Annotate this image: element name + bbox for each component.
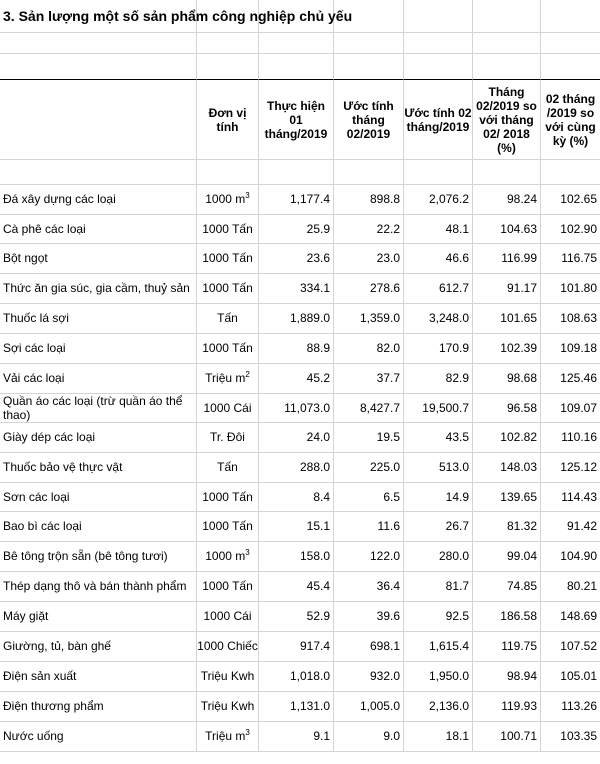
table-row — [0, 602, 600, 632]
feb-yoy-pct[interactable]: 102.82 — [473, 423, 541, 453]
table-row — [0, 423, 600, 453]
jan-value[interactable]: 24.0 — [259, 423, 334, 453]
two-month-value[interactable]: 2,076.2 — [404, 185, 473, 215]
header-two-month-est[interactable]: Ước tính 02 tháng/2019 — [404, 80, 473, 160]
product-name[interactable]: Đá xây dựng các loại — [0, 185, 197, 215]
product-name[interactable]: Cà phê các loại — [0, 215, 197, 244]
two-month-value[interactable]: 3,248.0 — [404, 304, 473, 334]
feb-yoy-pct[interactable]: 119.93 — [473, 692, 541, 722]
feb-value[interactable]: 22.2 — [334, 215, 404, 244]
unit-cell[interactable]: Tr. Đôi — [197, 423, 259, 453]
feb-yoy-pct[interactable]: 186.58 — [473, 602, 541, 632]
jan-value[interactable]: 1,018.0 — [259, 662, 334, 692]
jan-value[interactable]: 11,073.0 — [259, 394, 334, 423]
feb-yoy-pct[interactable]: 100.71 — [473, 722, 541, 752]
table-row — [0, 722, 600, 752]
feb-yoy-pct[interactable]: 101.65 — [473, 304, 541, 334]
feb-yoy-pct[interactable]: 98.94 — [473, 662, 541, 692]
jan-value[interactable]: 15.1 — [259, 512, 334, 542]
spacer-row — [0, 54, 600, 80]
two-month-value[interactable]: 280.0 — [404, 542, 473, 572]
header-jan[interactable]: Thực hiện 01 tháng/2019 — [259, 80, 334, 160]
product-name[interactable]: Thuốc bảo vệ thực vật — [0, 453, 197, 483]
table-row — [0, 244, 600, 274]
jan-value[interactable]: 917.4 — [259, 632, 334, 662]
two-month-yoy-pct[interactable]: 148.69 — [541, 602, 600, 632]
jan-value[interactable]: 45.2 — [259, 364, 334, 394]
table-row — [0, 394, 600, 423]
product-name[interactable]: Nước uống — [0, 722, 197, 752]
unit-cell[interactable]: Tấn — [197, 304, 259, 334]
two-month-value[interactable]: 1,615.4 — [404, 632, 473, 662]
jan-value[interactable]: 88.9 — [259, 334, 334, 364]
unit-cell[interactable]: 1000 Tấn — [197, 334, 259, 364]
two-month-value[interactable]: 43.5 — [404, 423, 473, 453]
product-name[interactable]: Sợi các loại — [0, 334, 197, 364]
table-row — [0, 304, 600, 334]
two-month-value[interactable]: 2,136.0 — [404, 692, 473, 722]
two-month-value[interactable]: 19,500.7 — [404, 394, 473, 423]
jan-value[interactable]: 23.6 — [259, 244, 334, 274]
product-name[interactable]: Vải các loại — [0, 364, 197, 394]
feb-yoy-pct[interactable]: 139.65 — [473, 483, 541, 512]
two-month-yoy-pct[interactable]: 102.65 — [541, 185, 600, 215]
jan-value[interactable]: 158.0 — [259, 542, 334, 572]
two-month-yoy-pct[interactable]: 91.42 — [541, 512, 600, 542]
jan-value[interactable]: 334.1 — [259, 274, 334, 304]
table-row — [0, 542, 600, 572]
spacer-row — [0, 33, 600, 54]
unit-cell[interactable]: Triệu Kwh — [197, 662, 259, 692]
two-month-value[interactable]: 612.7 — [404, 274, 473, 304]
product-name[interactable]: Bột ngọt — [0, 244, 197, 274]
table-row — [0, 185, 600, 215]
two-month-value[interactable]: 14.9 — [404, 483, 473, 512]
table-row — [0, 334, 600, 364]
two-month-yoy-pct[interactable]: 116.75 — [541, 244, 600, 274]
title-cell[interactable] — [0, 0, 353, 33]
product-name[interactable]: Bê tông trộn sẵn (bê tông tươi) — [0, 542, 197, 572]
table-row — [0, 453, 600, 483]
header-feb-est[interactable]: Ước tính tháng 02/2019 — [334, 80, 404, 160]
feb-yoy-pct[interactable]: 96.58 — [473, 394, 541, 423]
unit-cell[interactable]: 1000 Tấn — [197, 274, 259, 304]
product-name[interactable]: Sơn các loại — [0, 483, 197, 512]
unit-cell[interactable]: Triệu $m^2$ — [197, 364, 259, 394]
two-month-yoy-pct[interactable]: 114.43 — [541, 483, 600, 512]
two-month-value[interactable]: 92.5 — [404, 602, 473, 632]
table-row — [0, 572, 600, 602]
two-month-value[interactable]: 170.9 — [404, 334, 473, 364]
feb-value[interactable]: 39.6 — [334, 602, 404, 632]
feb-yoy-pct[interactable]: 102.39 — [473, 334, 541, 364]
two-month-yoy-pct[interactable]: 109.07 — [541, 394, 600, 423]
two-month-yoy-pct[interactable]: 125.12 — [541, 453, 600, 483]
product-name[interactable]: Thép dạng thô và bán thành phẩm — [0, 572, 197, 602]
two-month-yoy-pct[interactable]: 125.46 — [541, 364, 600, 394]
two-month-yoy-pct[interactable]: 101.80 — [541, 274, 600, 304]
feb-yoy-pct[interactable]: 91.17 — [473, 274, 541, 304]
unit-cell[interactable]: 1000 $m^3$ — [197, 542, 259, 572]
feb-value[interactable]: 11.6 — [334, 512, 404, 542]
table-body — [0, 185, 600, 752]
feb-yoy-pct[interactable]: 74.85 — [473, 572, 541, 602]
feb-value[interactable]: 37.7 — [334, 364, 404, 394]
two-month-value[interactable]: 26.7 — [404, 512, 473, 542]
table-row — [0, 274, 600, 304]
table-row — [0, 692, 600, 722]
feb-yoy-pct[interactable]: 98.68 — [473, 364, 541, 394]
two-month-value[interactable]: 81.7 — [404, 572, 473, 602]
feb-value[interactable]: 698.1 — [334, 632, 404, 662]
jan-value[interactable]: 45.4 — [259, 572, 334, 602]
header-two-month-yoy[interactable]: 02 tháng /2019 so với cùng kỳ (%) — [541, 80, 600, 160]
feb-value[interactable]: 23.0 — [334, 244, 404, 274]
two-month-yoy-pct[interactable]: 108.63 — [541, 304, 600, 334]
feb-yoy-pct[interactable]: 148.03 — [473, 453, 541, 483]
product-name[interactable]: Điện thương phẩm — [0, 692, 197, 722]
feb-value[interactable]: 6.5 — [334, 483, 404, 512]
two-month-yoy-pct[interactable]: 113.26 — [541, 692, 600, 722]
table-row — [0, 215, 600, 244]
header-name-cell[interactable] — [0, 80, 197, 160]
product-name[interactable]: Giường, tủ, bàn ghế — [0, 632, 197, 662]
two-month-yoy-pct[interactable]: 103.35 — [541, 722, 600, 752]
product-name[interactable]: Điện sản xuất — [0, 662, 197, 692]
unit-cell[interactable]: 1000 Chiếc — [197, 632, 259, 662]
two-month-yoy-pct[interactable]: 107.52 — [541, 632, 600, 662]
feb-yoy-pct[interactable]: 119.75 — [473, 632, 541, 662]
unit-cell[interactable]: 1000 Cái — [197, 602, 259, 632]
product-name[interactable]: Thuốc lá sợi — [0, 304, 197, 334]
feb-value[interactable]: 898.8 — [334, 185, 404, 215]
feb-value[interactable]: 122.0 — [334, 542, 404, 572]
unit-cell[interactable]: Triệu $m^3$ — [197, 722, 259, 752]
header-feb-yoy[interactable]: Tháng 02/2019 so với tháng 02/ 2018 (%) — [473, 80, 541, 160]
table-row — [0, 512, 600, 542]
product-name[interactable]: Giày dép các loại — [0, 423, 197, 453]
table-row — [0, 662, 600, 692]
two-month-value[interactable]: 18.1 — [404, 722, 473, 752]
jan-value[interactable]: 1,889.0 — [259, 304, 334, 334]
unit-cell[interactable]: Tấn — [197, 453, 259, 483]
feb-value[interactable]: 278.6 — [334, 274, 404, 304]
unit-cell[interactable]: 1000 Tấn — [197, 512, 259, 542]
table-row — [0, 632, 600, 662]
jan-value[interactable]: 52.9 — [259, 602, 334, 632]
header-unit[interactable]: Đơn vị tính — [197, 80, 259, 160]
jan-value[interactable]: 9.1 — [259, 722, 334, 752]
spacer-row — [0, 160, 600, 185]
feb-value[interactable]: 1,005.0 — [334, 692, 404, 722]
feb-value[interactable]: 19.5 — [334, 423, 404, 453]
feb-yoy-pct[interactable]: 104.63 — [473, 215, 541, 244]
table-row — [0, 364, 600, 394]
jan-value[interactable]: 1,177.4 — [259, 185, 334, 215]
feb-yoy-pct[interactable]: 99.04 — [473, 542, 541, 572]
feb-value[interactable]: 36.4 — [334, 572, 404, 602]
feb-yoy-pct[interactable]: 81.32 — [473, 512, 541, 542]
two-month-yoy-pct[interactable]: 110.16 — [541, 423, 600, 453]
product-name[interactable]: Thức ăn gia súc, gia cầm, thuỷ sản — [0, 274, 197, 304]
two-month-yoy-pct[interactable]: 102.90 — [541, 215, 600, 244]
feb-value[interactable]: 1,359.0 — [334, 304, 404, 334]
two-month-value[interactable]: 513.0 — [404, 453, 473, 483]
two-month-value[interactable]: 46.6 — [404, 244, 473, 274]
unit-cell[interactable]: 1000 Tấn — [197, 572, 259, 602]
feb-yoy-pct[interactable]: 98.24 — [473, 185, 541, 215]
unit-cell[interactable]: 1000 $m^3$ — [197, 185, 259, 215]
jan-value[interactable]: 1,131.0 — [259, 692, 334, 722]
two-month-yoy-pct[interactable]: 105.01 — [541, 662, 600, 692]
two-month-value[interactable]: 1,950.0 — [404, 662, 473, 692]
unit-cell[interactable]: Triệu Kwh — [197, 692, 259, 722]
feb-value[interactable]: 8,427.7 — [334, 394, 404, 423]
feb-yoy-pct[interactable]: 116.99 — [473, 244, 541, 274]
two-month-value[interactable]: 82.9 — [404, 364, 473, 394]
jan-value[interactable]: 8.4 — [259, 483, 334, 512]
two-month-yoy-pct[interactable]: 104.90 — [541, 542, 600, 572]
jan-value[interactable]: 288.0 — [259, 453, 334, 483]
feb-value[interactable]: 82.0 — [334, 334, 404, 364]
unit-cell[interactable]: 1000 Cái — [197, 394, 259, 423]
product-name[interactable]: Máy giặt — [0, 602, 197, 632]
two-month-yoy-pct[interactable]: 109.18 — [541, 334, 600, 364]
two-month-value[interactable]: 48.1 — [404, 215, 473, 244]
unit-cell[interactable]: 1000 Tấn — [197, 483, 259, 512]
feb-value[interactable]: 225.0 — [334, 453, 404, 483]
product-name[interactable]: Bao bì các loại — [0, 512, 197, 542]
header-row — [0, 80, 600, 160]
feb-value[interactable]: 9.0 — [334, 722, 404, 752]
two-month-yoy-pct[interactable]: 80.21 — [541, 572, 600, 602]
title-row — [0, 0, 600, 33]
unit-cell[interactable]: 1000 Tấn — [197, 215, 259, 244]
table-title: 3. Sản lượng một số sản phẩm công nghiệp chủ yếu — [3, 7, 353, 24]
feb-value[interactable]: 932.0 — [334, 662, 404, 692]
jan-value[interactable]: 25.9 — [259, 215, 334, 244]
table-row — [0, 483, 600, 512]
product-name[interactable]: Quần áo các loại (trừ quần áo thể thao) — [0, 394, 197, 423]
unit-cell[interactable]: 1000 Tấn — [197, 244, 259, 274]
